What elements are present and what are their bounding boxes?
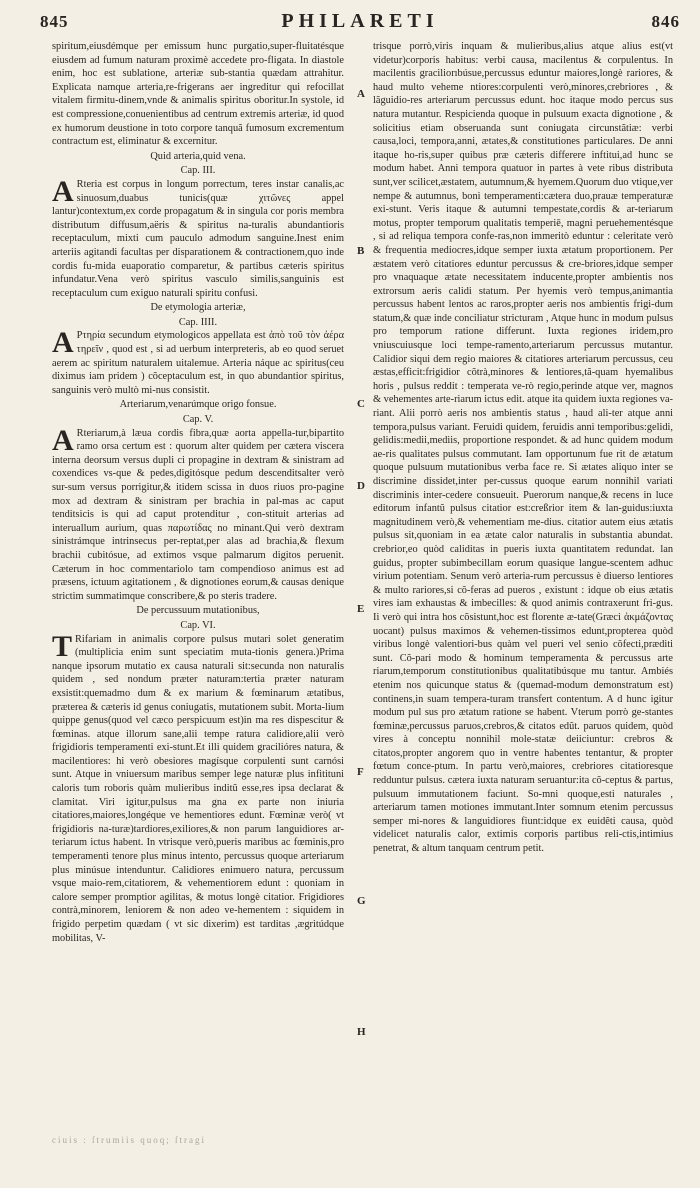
paragraph: [52, 629, 344, 946]
chapter-number: [52, 164, 344, 178]
drop-cap: T: [52, 629, 73, 663]
chapter-number: [52, 619, 344, 633]
paragraph: [373, 40, 673, 856]
text: Cap. III.: [180, 165, 216, 177]
margin-letter: G: [357, 895, 366, 907]
text: Ρτηρία secundum etymologicos appellata est ἀπὸ τοῦ τὸν ἀέρα τηρεῖν , quod est , si ad uerbum interpreteris, ab eo quod seruet aerem ac spiritum naturalem uitalemue. Arteria náque ac spiritus(ceu diximus iam pridem ) cõceptaculum est, in quo abundantior spiritus, sanguinis verò multò mi-nus consistit.: [52, 330, 344, 396]
margin-letter: B: [357, 245, 365, 257]
margin-letter: A: [357, 88, 365, 100]
paragraph: [52, 174, 344, 300]
chapter-heading: [52, 150, 344, 164]
paragraph: [52, 423, 344, 604]
margin-letter: C: [357, 398, 365, 410]
text: De percussuum mutationibus,: [136, 605, 260, 617]
left-text-column: [52, 40, 344, 945]
drop-cap: A: [52, 423, 74, 457]
margin-letter: F: [357, 766, 364, 778]
right-text-column: [373, 40, 673, 856]
chapter-heading: [52, 604, 344, 618]
drop-cap: A: [52, 326, 74, 360]
running-head: PHILARETI: [281, 10, 439, 32]
page-header: [40, 8, 680, 34]
text: Rteria est corpus in longum porrectum, teres instar canalis,ac sinuosum,duabus tunicis(quæ χιτῶνες appel lantur)contextum,ex corde propagatum & in singula cor poris membra distributum diffusum,aëris & spiritus na-turalis abundantioris receptaculum, mixti cum pauculo admodum sanguine.Inest enim arteriis agitandi facultas per disparationem & contractionem,quo inde cordis fu-mida euaporatio comparetur, & partibus cæteris spiritus infundatur.Vena verò spiritus vasculo similis,sanguinis est receptaculum cum exiguo naturali spiritu confusi.: [52, 178, 344, 299]
chapter-heading: [52, 301, 344, 315]
page-number-right: 846: [651, 12, 680, 31]
margin-letter: D: [357, 480, 365, 492]
paragraph: [52, 326, 344, 397]
paragraph: [52, 40, 344, 149]
text: Cap. VI.: [180, 619, 216, 631]
chapter-number: [52, 316, 344, 330]
bleed-through-text: ciuis : ſtrumiis quoq; ſtragi: [52, 1135, 206, 1145]
text: Cap. IIII.: [178, 316, 218, 328]
margin-letter: H: [357, 1026, 366, 1038]
margin-letter: E: [357, 603, 365, 615]
text: spiritum,eiusdémque per emissum hunc purgatio,super-fluitatésque eiusdem ad fumum naturam proximè accedete pro-fligata. In diastole enim, hoc est sublatione, arteriæ sub-stantia quædam attrahitur. Explicata namque arteria,re-frigerans aer ingreditur qui refocillat vitalem firmitu-dinem,vnde & animalis spiritus oboritur.In systole, id est compressione,conuenientibus ad centrum extremis arteriæ, id quod ex humorum deustione in toto corpore tanquã fumosum excrementum contractum est, eliminatur & excernitur.: [52, 41, 344, 148]
drop-cap: A: [52, 174, 74, 208]
text: Arteriarum,venarúmque origo fonsue.: [119, 399, 277, 411]
text: trisque porrò,viris inquam & mulieribus,alius atque alius est(vt videtur)corporis habitus: verbi causa, macilentus & corpulentus. In macilentis graciliorıbúsue,percussus eduntur maiores,longè rariores, & haud multo veheme ntiores:corpulenti verò,minores,crebriores , & lãguidio-res arteriarum percussus edunt. hoc itaque modo percus sus natura mutantur. Respicienda quoque in pulsuum exacta dignotione , & solicitius etiam obseruanda sunt coniugata circunstãtiæ: verbi causa,loci, tempora,anni, ætates,& constitutiones particulares. De anni itaque ho-ris,super quibus præ cæteris differere inftitui,ad hunc se modum habet. Anni tempora quatuor in partes à vete ribus distributa sunt,ver scilicet,æstatem, autumnum,& hyemem.Quorum duo vtique,ver nempe & autumnus, boni temperamenti:cætera duo,prauæ temperaturæ exi-stunt. Veris itaque & autumni tempestate,cordis & ar-teriarum motus, propter temporum qualitatis temperiē, magni peruehementésque , si ad reliqua tempora confe-ras,non immeritò eduntur : celeritate verò & frequentia mediocres,idque semper iuxta ætatum proportionem. Per æstatem verò citatiores eduntur percussus & cre-briores,idque semper pro vnaquaque ætate necessitatem inducente,propter ambientis nos extrorsum aeris calidi statum. Per hyemis verò tempus,animantia percussus habent lentos ac raros,propter aeris nos ambientis frigi-dum statum,& quæ inde conciliatur stricturam , Atque hunc in modum pulsus pro temporum ratione differunt. Iuxta regiones iridem,pro vniuscuiusque loci tempe-ramento,arteriarum percussus mutantur. Calidior siqui dem regio maiores & citatiores arteriarum percussus, ceu æstas,efficit:frigidior cõtrà,minores & lentiores,tã-quam hyemalibus horis , pulsus reddit : temperata ve-rò regio,perinde atque ver, magnos & vehementes arte-riarum ictus edit. atque ita quidem iuxta regiones va-riant. Alii porrò aeris nos ambientis status , haud ali-ter atque anni tempora,pulsus variant. Feruidi quidem, feruidis anni temporibus:gelidi, gelidis:medii,mediis, proportione respondet. & ad hunc quidem modum ae-ris qualitates pulsus commutant. Iam opportunum fue rit de ætatum quoque pulsuum mutationibus verba face re. Si ætates aliquo inter se discrimine dissidet,inter per-cussus quoque earum nonnihil variati discriminis inter-cedere consueuit. Puerorum nanque,& recens in luce editorum infantũ pulsus citatior est:creßrior item & lan-guidus:iuxta magnitudinem verò,& vehementiam me-dius. citatior autem eius ætatis pulsus sit,quoniam in ea ætate calor naturalis in substantia abundat. crebrior,eo quòd caliditas in pueris iuxta quantitatem redundat. lan guidus, propter subimbecillam eorum quasique langue-scentem adhuc virium potentiam. Senum verò arteria-rum percussus è diuerso lentiores & multo rariores,si cõ-feras ad pueros , existunt : idque ob eius ætatis vires iam exhaustas & imbecilles: & quod animis contraxerunt fri-gus. Ii verò qui intra hos cõsistunt,hoc est florente æ-tate(Græci ἀκμάζοντας uocant) pulsus maximos & vehemen-tissimos edunt,propterea quòd viribus longè valentiori-bus quàm vel pueri vel senio cõfecti,præditi sunt. Cõ-pari modo & hominum temperamenta & percussus arte riarum,temporum constitutionibus qualitatibúsque mu tantur. Ambiés etenim nos quicunque status & (quemad-modum demonstratum est) continens,in suam tempera-turam transfert contentum. A d hunc igitur modum pul sus pro ætatum ratione se habent. Vterum porrò ge-stantes fœminæ,percussus paruos,crebros,& citatos edũt. paruos quidem, quòd vires à conceptu nonnihil mole-statæ deiiciuntur: crebros & citatos,propter angorem quo in ventre habentes tentantur, & propter fœtum conce-ptum. In partu verò,maiores, crebriores citatioresque redduntur pulsus. cætera iuxta naturam seruantur:ita cõ-ceptus & partus, pulsuum immutationem faciunt. So-mni quoque,esti naturales , arteriarum tamen motiones immutant.Inter somnum etenim percussus semper mi-nores & languidiores fiunt:idque ex euidẽti causa, quòd videlicet naturalis calor, extimis corporis partibus reli-ctis,intimius penetrat, & altum tanquam centrum petit.: [373, 41, 673, 855]
chapter-heading: [52, 398, 344, 412]
text: Rifariam in animalis corpore pulsus mutari solet generatim (multiplicia enim sunt speciatim muta-tionis genera.)Prima nanque ipsorum mutatio ex causa naturali sit:secunda non naturalis quidem , sed nondum præter naturam:tertia præter naturam exsistit:quemadmo dum & ex marium & fœminarum ætatibus, præterea & cæteris id genus coniugatis, mutationem subit. Morta-lium quippe genus(quod vel cæco perspicuum est)in ma res dispescitur & fœminas. atque illorum sane,alii tempe ratura calidiore,alii verò frigidioris temperamenti exi-stunt.Et illi quidem gracilióres natura, & macilentiores: hi verò obesiores magísque corpulenti sunt carnósi sunt. Atque in vniuersum maribus semper lege naturæ plus infitituni caloris tum roboris quàm mulieribus inditũ esse,res ipsa declarat & clamitat. Viri igitur,pulsus ma gna ex parte non iniuria citatiores,maiores,longéque ve hementiores edunt. Fœminæ verò( vt frigidioris na-turæ)tardiores,exiliores,& non parum languidiores ar-teriarum ictus habent. In vtrisque verò,pueris maribus ac fœminis,pro temperamenti tenore plus minus intento, percussus quoque arteriarum plus minúsue intenduntur. Calidiores enimuero natura, percussum vsque maio-rem,citatiorem, & vehementiorem edunt : quoniam in calore semper promptior agilitas, & motus longè citatior. Frigidiores contrà,minorem, leniorem & non adeo ve-hementem : siquidem in frigido perpetim quædam ( vt sic dixerim) est tarditas ,ægritúdque mobilitas, V-: [52, 633, 344, 944]
text: Quid arteria,quid vena.: [150, 150, 246, 162]
chapter-number: [52, 413, 344, 427]
text: Cap. V.: [182, 414, 214, 426]
page-number-left: 845: [40, 12, 69, 31]
text: De etymologia arteriæ,: [150, 302, 246, 314]
text: Rteriarum,à læua cordis fibra,quæ aorta appella-tur,bipartito ramo orsa certum est : quorum alter quidem per cætera viscera interna deorsum versus dupli ci propagine in dextram & sinistram ad coxendices vs-que & pedes,digitósque pedum descenditsalter verò sur-sum versus porrigitur,& itidem scissa in duos riuos pro-pagine mox ad dextram & sinistram per brachia in pal-mas ac caput tenditsicis is qui ad caput protenditur , con-stituit arterias ad interuallum aurium, quas παρωτίδας no minant.Qui verò dextram sinistrámque intrinsecus per-reptat,per alas ad brachia,& flexum brachii cubitósue, ad extimos vsque palmarum digitos peruenit. Cæterum in hoc commentariolo tam compendioso animus est ad præsens, ictuum agitationem , & dignotiones eorum,& causas denique strictim summatimque conscribere,& po steris tradere.: [52, 427, 344, 602]
